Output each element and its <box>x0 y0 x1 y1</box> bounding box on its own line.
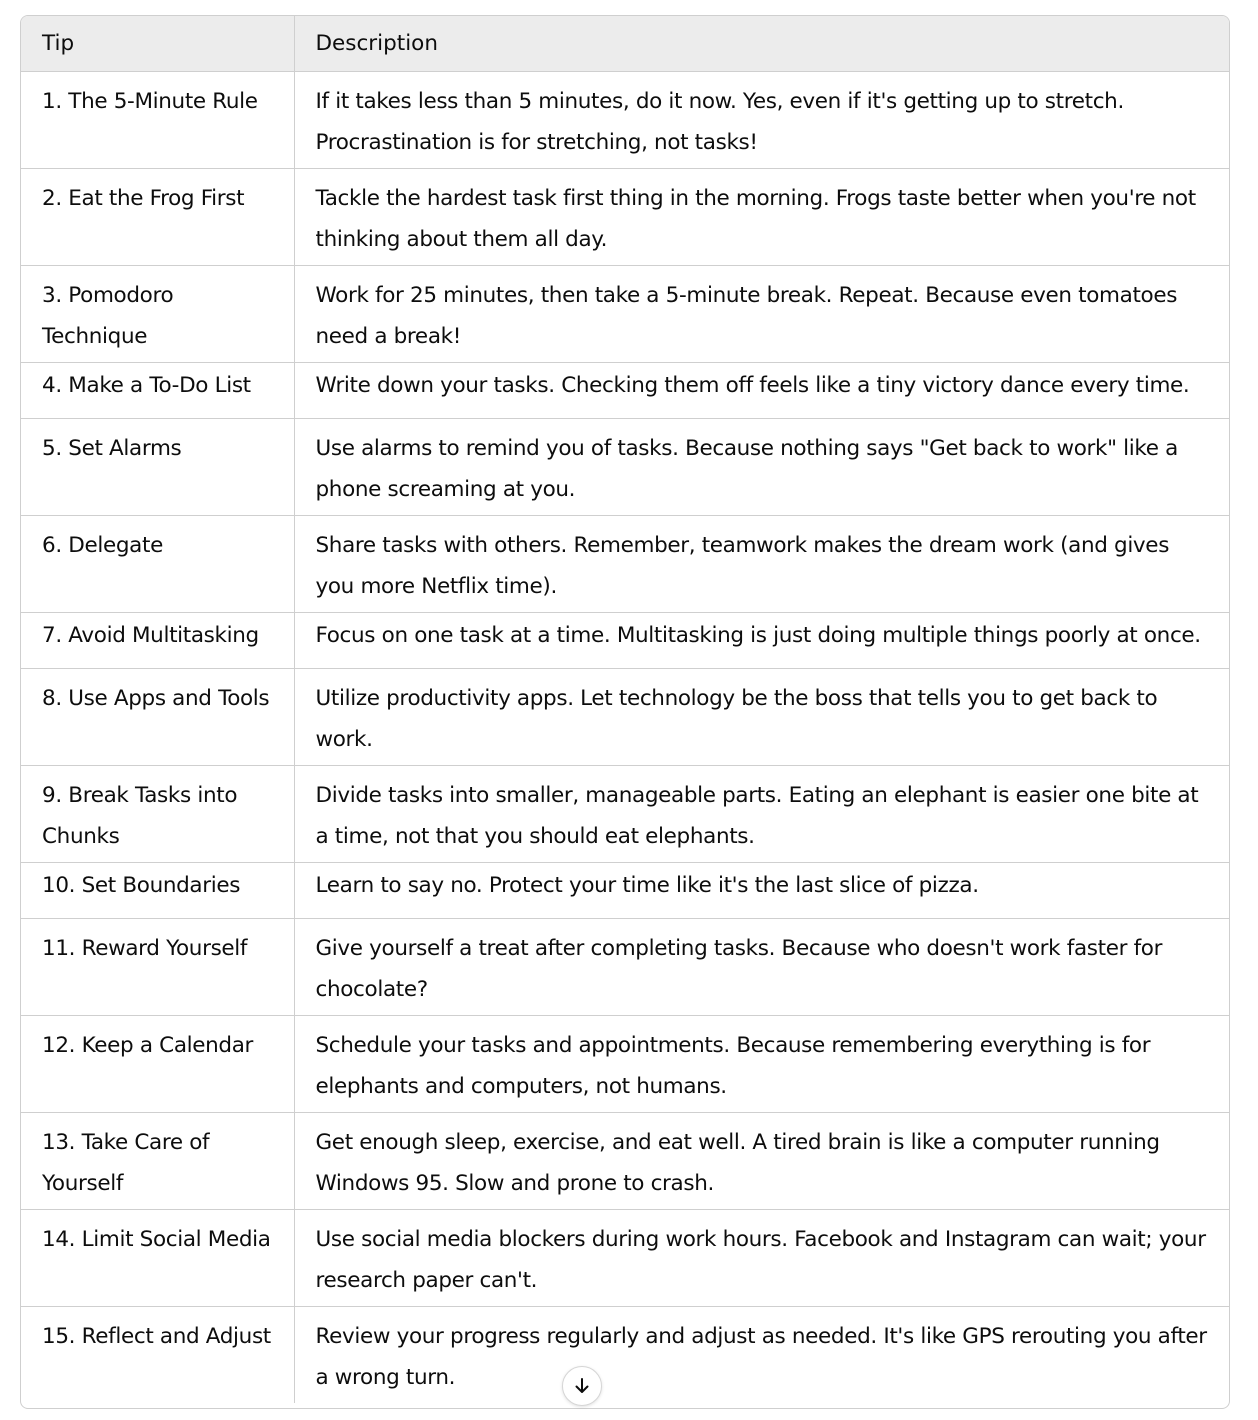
table-row <box>21 918 1229 1015</box>
table-row <box>21 668 1229 765</box>
table-row <box>21 1306 1229 1403</box>
description-cell: Review your progress regularly and adjust as needed. It's like GPS rerouting you after a wrong turn. <box>294 1306 1229 1403</box>
tips-table-container <box>20 15 1230 1409</box>
tips-table <box>21 16 1229 1403</box>
description-cell: Tackle the hardest task first thing in the morning. Frogs taste better when you're not thinking about them all day. <box>294 168 1229 265</box>
tip-cell: 6. Delegate <box>21 515 294 612</box>
table-row <box>21 168 1229 265</box>
tip-cell: 15. Reflect and Adjust <box>42 1323 271 1349</box>
table-row <box>21 1015 1229 1112</box>
description-cell: Use social media blockers during work hours. Facebook and Instagram can wait; your research paper can't. <box>294 1209 1229 1306</box>
description-cell: Write down your tasks. Checking them off feels like a tiny victory dance every time. <box>294 362 1229 418</box>
column-header-description: Description <box>294 16 1229 71</box>
column-header-tip: Tip <box>21 16 294 71</box>
tip-cell: 8. Use Apps and Tools <box>21 668 294 765</box>
table-row <box>21 265 1229 362</box>
tip-cell: 11. Reward Yourself <box>21 918 294 1015</box>
description-cell: Focus on one task at a time. Multitasking is just doing multiple things poorly at once. <box>294 612 1229 668</box>
description-cell: Get enough sleep, exercise, and eat well. A tired brain is like a computer running Windows 95. Slow and prone to crash. <box>294 1112 1229 1209</box>
tip-cell: 14. Limit Social Media <box>21 1209 294 1306</box>
description-cell: Work for 25 minutes, then take a 5-minute break. Repeat. Because even tomatoes need a break! <box>294 265 1229 362</box>
table-header-row <box>21 16 1229 71</box>
tip-cell: 7. Avoid Multitasking <box>21 612 294 668</box>
table-row <box>21 765 1229 862</box>
table-row <box>21 362 1229 418</box>
table-row <box>21 1112 1229 1209</box>
arrow-down-icon <box>572 1376 592 1396</box>
scroll-to-bottom-button[interactable] <box>562 1366 602 1406</box>
tip-cell: 4. Make a To-Do List <box>21 362 294 418</box>
table-row <box>21 862 1229 918</box>
description-cell: Learn to say no. Protect your time like it's the last slice of pizza. <box>294 862 1229 918</box>
description-cell: Schedule your tasks and appointments. Because remembering everything is for elephants and computers, not humans. <box>294 1015 1229 1112</box>
tip-cell: 3. Pomodoro Technique <box>21 265 294 362</box>
tip-cell: 2. Eat the Frog First <box>21 168 294 265</box>
description-cell: Utilize productivity apps. Let technology be the boss that tells you to get back to work. <box>294 668 1229 765</box>
description-cell: Use alarms to remind you of tasks. Because nothing says "Get back to work" like a phone screaming at you. <box>294 418 1229 515</box>
table-row <box>21 515 1229 612</box>
description-cell: Share tasks with others. Remember, teamwork makes the dream work (and gives you more Netflix time). <box>294 515 1229 612</box>
table-row <box>21 71 1229 168</box>
tip-cell: 5. Set Alarms <box>21 418 294 515</box>
table-row <box>21 1209 1229 1306</box>
tip-cell: 9. Break Tasks into Chunks <box>21 765 294 862</box>
description-cell: If it takes less than 5 minutes, do it now. Yes, even if it's getting up to stretch. Procrastination is for stretching, not tasks! <box>294 71 1229 168</box>
table-row <box>21 612 1229 668</box>
tip-cell: 1. The 5-Minute Rule <box>21 71 294 168</box>
description-cell: Give yourself a treat after completing tasks. Because who doesn't work faster for chocolate? <box>294 918 1229 1015</box>
tip-cell: 10. Set Boundaries <box>21 862 294 918</box>
tip-cell: 13. Take Care of Yourself <box>21 1112 294 1209</box>
tip-cell: 12. Keep a Calendar <box>21 1015 294 1112</box>
description-cell: Divide tasks into smaller, manageable parts. Eating an elephant is easier one bite at a time, not that you should eat elephants. <box>294 765 1229 862</box>
table-row <box>21 418 1229 515</box>
